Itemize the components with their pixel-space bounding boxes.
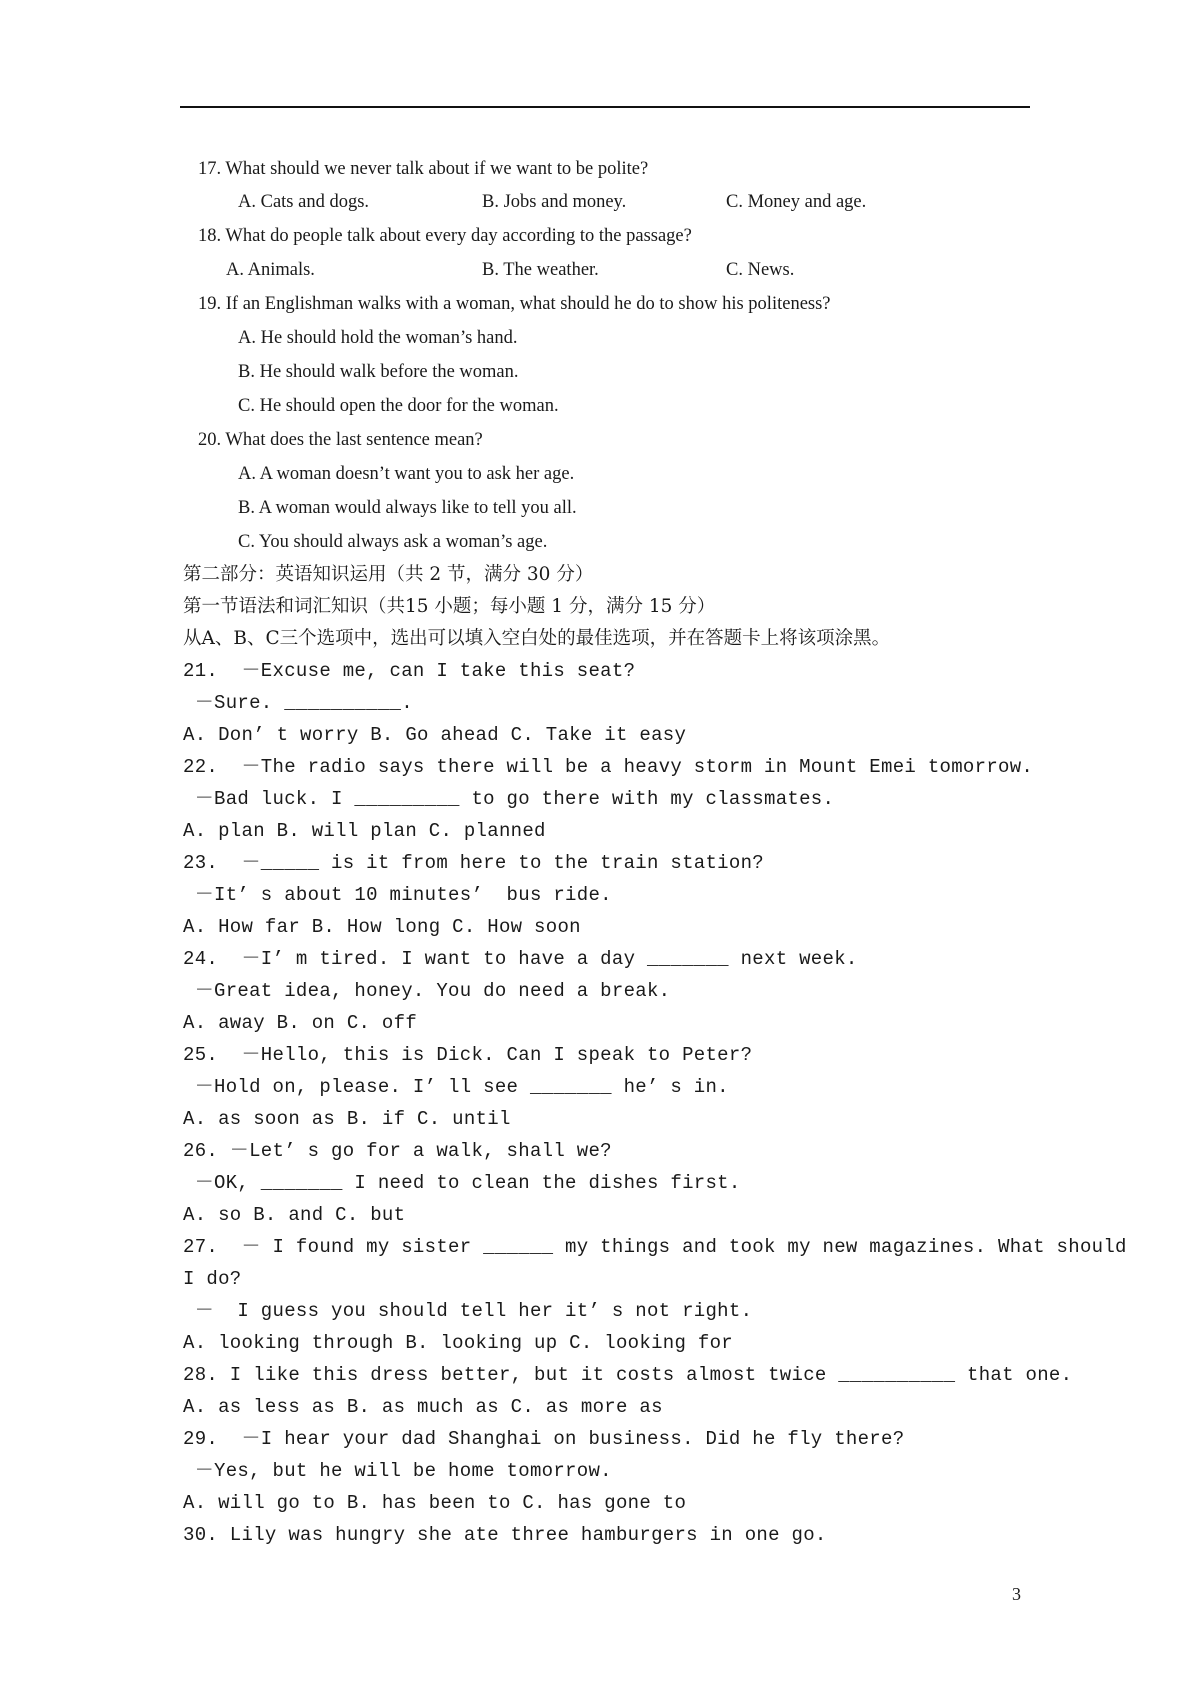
grammar-line: 30. Lily was hungry she ate three hamburgers in one go. bbox=[183, 1524, 827, 1546]
instruction: 从A、B、C三个选项中，选出可以填入空白处的最佳选项，并在答题卡上将该项涂黑。 bbox=[183, 628, 891, 649]
grammar-line: I do? bbox=[183, 1268, 242, 1290]
grammar-line: 25. －Hello, this is Dick. Can I speak to Peter? bbox=[183, 1044, 753, 1066]
grammar-line: A. as less as B. as much as C. as more as bbox=[183, 1396, 663, 1418]
grammar-line: A. as soon as B. if C. until bbox=[183, 1108, 511, 1130]
header-rule bbox=[180, 106, 1030, 108]
grammar-line: －Bad luck. I _________ to go there with my classmates. bbox=[183, 788, 835, 810]
grammar-line: A. so B. and C. but bbox=[183, 1204, 406, 1226]
grammar-line: 23. －_____ is it from here to the train station? bbox=[183, 852, 764, 874]
option-18a: A. Animals. bbox=[226, 260, 315, 280]
grammar-line: A. away B. on C. off bbox=[183, 1012, 418, 1034]
grammar-line: －Yes, but he will be home tomorrow. bbox=[183, 1460, 612, 1482]
page-number: 3 bbox=[1012, 1584, 1021, 1604]
grammar-line: A. plan B. will plan C. planned bbox=[183, 820, 546, 842]
grammar-line: A. How far B. How long C. How soon bbox=[183, 916, 581, 938]
grammar-line: A. looking through B. looking up C. looking for bbox=[183, 1332, 733, 1354]
grammar-line: 27. － I found my sister ______ my things and took my new magazines. What should bbox=[183, 1236, 1127, 1258]
part-title: 第二部分：英语知识运用（共 2 节，满分 30 分） bbox=[183, 564, 594, 585]
option-17c: C. Money and age. bbox=[726, 192, 867, 212]
grammar-line: －It’ s about 10 minutes’ bus ride. bbox=[183, 884, 612, 906]
grammar-line: －Great idea, honey. You do need a break. bbox=[183, 980, 671, 1002]
option-19c: C. He should open the door for the woman. bbox=[238, 396, 559, 416]
grammar-line: －OK, _______ I need to clean the dishes first. bbox=[183, 1172, 741, 1194]
option-19b: B. He should walk before the woman. bbox=[238, 362, 519, 382]
grammar-line: 29. －I hear your dad Shanghai on business. Did he fly there? bbox=[183, 1428, 905, 1450]
grammar-line: A. will go to B. has been to C. has gone to bbox=[183, 1492, 687, 1514]
grammar-line: 26. －Let’ s go for a walk, shall we? bbox=[183, 1140, 612, 1162]
grammar-line: －Sure. __________. bbox=[183, 692, 413, 714]
option-17a: A. Cats and dogs. bbox=[238, 192, 370, 212]
grammar-line: 21. －Excuse me, can I take this seat? bbox=[183, 660, 636, 682]
option-20b: B. A woman would always like to tell you all. bbox=[238, 498, 577, 518]
option-20a: A. A woman doesn’t want you to ask her age. bbox=[238, 464, 575, 484]
question-17: 17. What should we never talk about if we want to be polite? bbox=[198, 159, 649, 179]
option-17b: B. Jobs and money. bbox=[482, 192, 627, 212]
option-18b: B. The weather. bbox=[482, 260, 599, 280]
option-19a: A. He should hold the woman’s hand. bbox=[238, 328, 518, 348]
grammar-line: A. Don’ t worry B. Go ahead C. Take it easy bbox=[183, 724, 687, 746]
grammar-line: 22. －The radio says there will be a heavy storm in Mount Emei tomorrow. bbox=[183, 756, 1034, 778]
grammar-line: －Hold on, please. I’ ll see _______ he’ s in. bbox=[183, 1076, 729, 1098]
grammar-line: － I guess you should tell her it’ s not right. bbox=[183, 1300, 753, 1322]
option-18c: C. News. bbox=[726, 260, 795, 280]
grammar-line: 28. I like this dress better, but it costs almost twice __________ that one. bbox=[183, 1364, 1073, 1386]
question-19: 19. If an Englishman walks with a woman, what should he do to show his politeness? bbox=[198, 294, 831, 314]
section-title: 第一节语法和词汇知识（共15 小题；每小题 1 分，满分 15 分） bbox=[183, 596, 716, 617]
question-18: 18. What do people talk about every day according to the passage? bbox=[198, 226, 692, 246]
option-20c: C. You should always ask a woman’s age. bbox=[238, 532, 548, 552]
grammar-line: 24. －I’ m tired. I want to have a day _______ next week. bbox=[183, 948, 858, 970]
question-20: 20. What does the last sentence mean? bbox=[198, 430, 483, 450]
